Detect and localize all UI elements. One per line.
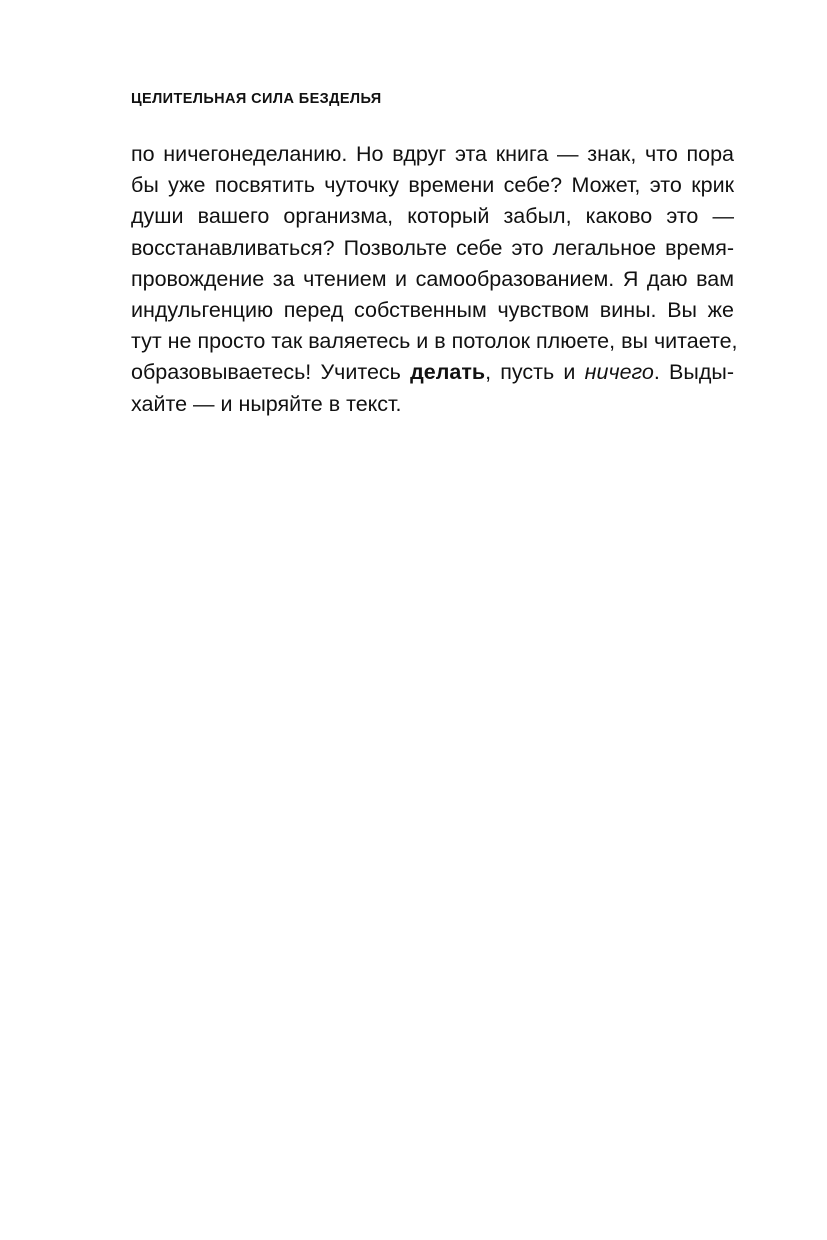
text-line-8-end: . Выды-	[653, 360, 735, 385]
body-paragraph	[131, 139, 738, 420]
running-head: ЦЕЛИТЕЛЬНАЯ СИЛА БЕЗДЕЛЬЯ	[131, 91, 382, 107]
text-line-8-start: образовываетесь! Учитесь	[131, 360, 411, 385]
text-line-9: хайте — и ныряйте в текст.	[131, 391, 402, 416]
text-line-8	[131, 357, 734, 388]
emphasis-italic: ничего	[584, 360, 654, 385]
text-line-2: бы уже посвятить чуточку времени себе? Может, это крик	[131, 173, 734, 198]
text-line-5: провождение за чтением и самообразованием. Я даю вам	[131, 266, 734, 291]
text-line-3: души вашего организма, который забыл, каково это —	[131, 204, 734, 229]
text-line-4: восстанавливаться? Позвольте себе это легальное время-	[131, 235, 734, 260]
emphasis-bold: делать	[410, 360, 486, 385]
text-line-7: тут не просто так валяетесь и в потолок плюете, вы читаете,	[131, 329, 738, 354]
text-line-8-middle: , пусть и	[485, 360, 585, 385]
text-line-6: индульгенцию перед собственным чувством вины. Вы же	[131, 297, 734, 322]
text-line-1: по ничегонеделанию. Но вдруг эта книга — знак, что пора	[131, 142, 734, 166]
